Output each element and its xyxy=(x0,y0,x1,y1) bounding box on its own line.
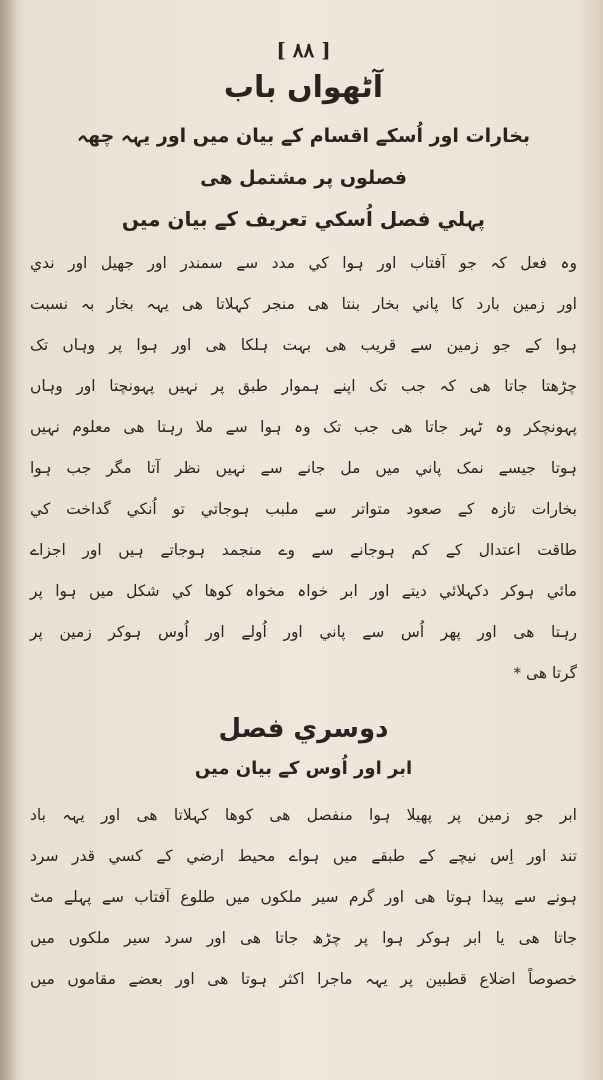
body-line: ہونے سے پیدا ہوتا ھی اور گرم سیر ملکوں میں طلوع آفتاب سے پہلے مٹ xyxy=(30,888,577,906)
body-line: بخارات تازہ کے صعود متواتر سے ملبب ہوجاتي تو اُنکي گداخت کي xyxy=(30,500,577,518)
body-line: ہوتا جیسے نمک پاني میں مل جانے سے نہیں نظر آتا مگر جب ہوا xyxy=(30,459,577,477)
body-line: خصوصاً اضلاع قطبین پر یہہ ماجرا اکثر ہوتا ھی اور بعضے مقاموں میں xyxy=(30,970,577,988)
chapter-subtitle xyxy=(30,115,577,199)
chapter-subtitle-line: فصلوں پر مشتمل ھی xyxy=(200,167,407,189)
page-number: [ ۸۸ ] xyxy=(276,38,331,62)
body-line: تند اور اِس نیچے کے طبقے میں ہواے محیط ارضي کے کسي قدر سرد xyxy=(30,847,577,865)
body-line: مائي ہوکر دکہلائي دیتے اور ابر خواہ مخواہ کوھا کي شکل میں ہوا پر xyxy=(30,582,577,600)
section-1-body xyxy=(30,243,577,694)
body-line: طاقت اعتدال کے کم ہوجانے سے وے منجمد ہوجاتے ہیں اور اجزاے xyxy=(30,541,577,559)
body-line: اور زمین بارد کا پاني بخار بنتا ھی منجر کہلاتا ھی یہہ بخار بہ نسبت xyxy=(30,295,577,313)
body-line: گرتا ھی * xyxy=(513,664,577,682)
section-2-heading: دوسري فصل xyxy=(218,714,389,744)
section-2-body xyxy=(30,795,577,1000)
body-line: چڑھتا جاتا ھی کہ جب تک اپنے ہموار طبق پر نہیں پہونچتا اور وہاں xyxy=(30,377,577,395)
body-line: ہوا کے جو زمین سے قریب ھی بہت ہلکا ھی اور ہوا پر وہاں تک xyxy=(30,336,577,354)
body-line: ابر جو زمین پر پھیلا ہوا منفصل ھی کوھا کہلاتا ھی اور یہہ باد xyxy=(30,806,577,824)
chapter-title: آٹھواں باب xyxy=(223,70,384,105)
body-line: رہتا ھی اور پھر اُس سے پاني اور اُولے اور اُوس ہوکر زمین پر xyxy=(30,623,577,641)
body-line: جاتا ھی یا ابر ہوکر ہوا پر چڑھ جاتا ھی اور سرد سیر ملکوں میں xyxy=(30,929,577,947)
chapter-subtitle-line: بخارات اور اُسکے اقسام کے بیان میں اور یہہ چھہ xyxy=(76,125,531,147)
page-spine-shadow xyxy=(0,0,16,1080)
section-2-subheading: ابر اور اُوس کے بیان میں xyxy=(194,758,413,779)
body-line: پہونچکر وہ ٹہر جاتا ھی جب تک وہ ہوا سے ملا رہتا ھی معلوم نہیں xyxy=(30,418,577,436)
section-1-heading: پہلي فصل اُسکي تعریف کے بیان میں xyxy=(121,207,486,231)
body-line: وہ فعل کہ جو آفتاب اور ہوا کي مدد سے سمندر اور جھیل اور ندي xyxy=(30,254,577,272)
